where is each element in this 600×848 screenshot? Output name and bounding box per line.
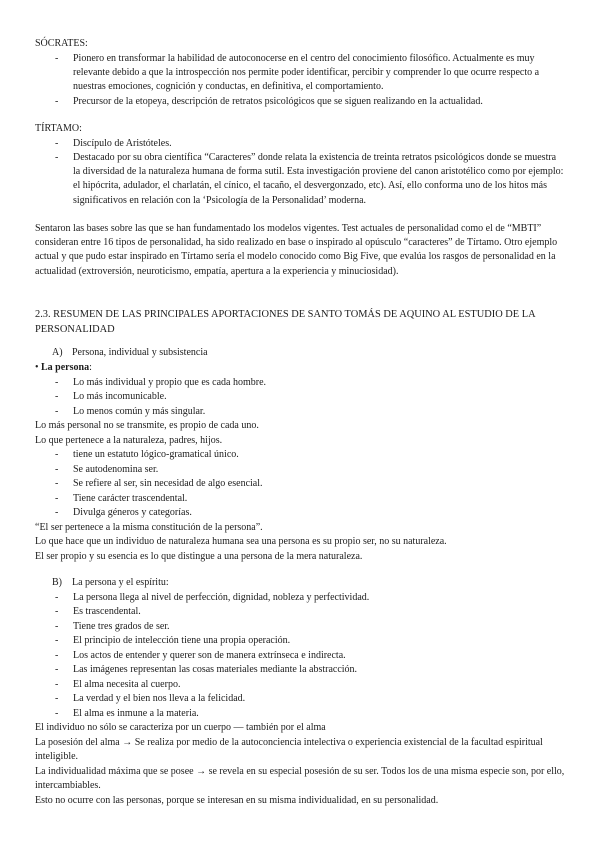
list-item: Divulga géneros y categorías. xyxy=(73,507,192,518)
dash-marker: - xyxy=(55,377,59,388)
dash-marker: - xyxy=(55,693,59,704)
text-line: La posesión del alma → Se realiza por medio de la autoconciencia intelectiva o experiencia existencial de la facultad espiritual inteligible. xyxy=(35,737,543,763)
dash-marker: - xyxy=(55,138,59,149)
naturaleza-item xyxy=(35,506,565,520)
espiritu-item xyxy=(35,620,565,634)
part-a-heading xyxy=(52,346,208,360)
bullet-symbol: • xyxy=(35,362,39,373)
tirtamo-bullet xyxy=(35,151,565,208)
list-item: La verdad y el bien nos lleva a la felicidad. xyxy=(73,693,246,704)
espiritu-item xyxy=(35,605,565,619)
text-line: Lo que hace que un individuo de naturaleza humana sea una persona es su propio ser, no su naturaleza. xyxy=(35,536,447,547)
socrates-heading: SÓCRATES: xyxy=(35,38,88,49)
naturaleza-item xyxy=(35,477,565,491)
persona-item xyxy=(35,405,565,419)
dash-marker: - xyxy=(55,650,59,661)
part-b-heading xyxy=(52,576,169,590)
list-item: El alma necesita al cuerpo. xyxy=(73,679,181,690)
espiritu-item xyxy=(35,678,565,692)
list-item: Las imágenes representan las cosas materiales mediante la abstracción. xyxy=(73,664,358,675)
text-line: Lo que pertenece a la naturaleza, padres, hijos. xyxy=(35,435,223,446)
dash-marker: - xyxy=(55,635,59,646)
list-item: tiene un estatuto lógico-gramatical único. xyxy=(73,449,239,460)
persona-item xyxy=(35,376,565,390)
list-item: Tiene tres grados de ser. xyxy=(73,621,170,632)
list-item: Lo menos común y más singular. xyxy=(73,406,206,417)
dash-marker: - xyxy=(55,493,59,504)
part-b-marker: B) xyxy=(52,577,62,588)
dash-marker: - xyxy=(55,449,59,460)
list-item: Es trascendental. xyxy=(73,606,141,617)
list-item: Se autodenomina ser. xyxy=(73,464,159,475)
list-item: La persona llega al nivel de perfección, dignidad, nobleza y perfectividad. xyxy=(73,592,370,603)
list-item: Lo más incomunicable. xyxy=(73,391,167,402)
bullet-text: Pionero en transformar la habilidad de autoconocerse en el centro del conocimiento filosófico. Actualmente es muy relevante debido a que la introspección nos permite poder identificar, percibir y comprender lo que ocurre respecto a nuestras emociones, cognición y conductas, en definitiva, el comportamiento. xyxy=(73,53,540,93)
espiritu-item xyxy=(35,663,565,677)
dash-marker: - xyxy=(55,708,59,719)
list-item: Tiene carácter trascendental. xyxy=(73,493,188,504)
list-item: Los actos de entender y querer son de manera extrínseca e indirecta. xyxy=(73,650,346,661)
persona-label: La persona xyxy=(41,362,90,373)
list-item: Lo más individual y propio que es cada hombre. xyxy=(73,377,267,388)
dash-marker: - xyxy=(55,592,59,603)
list-item: Se refiere al ser, sin necesidad de algo esencial. xyxy=(73,478,263,489)
dash-marker: - xyxy=(55,664,59,675)
text-line: El individuo no sólo se caracteriza por un cuerpo — también por el alma xyxy=(35,722,326,733)
bullet-text: Destacado por su obra científica “Caracteres” donde relata la existencia de treinta retratos psicológicos donde se muestra la diversidad de la naturaleza humana de forma sutil. Esta investigación proviene del canon aristotélico como por ejemplo: el hipócrita, adulador, el charlatán, el cínico, el tacaño, el desvergonzado, etc). Así, ello conforma uno de los hitos más significativos en relación con la ‘Psicología de la Personalidad’ moderna. xyxy=(73,152,564,206)
section-title: 2.3. RESUMEN DE LAS PRINCIPALES APORTACIONES DE SANTO TOMÁS DE AQUINO AL ESTUDIO DE LA PERSONALIDAD xyxy=(35,309,536,335)
dash-marker: - xyxy=(55,606,59,617)
part-b-title: La persona y el espíritu: xyxy=(72,577,169,588)
bullet-text: Precursor de la etopeya, descripción de retratos psicológicos que se siguen realizando en la actualidad. xyxy=(73,96,483,107)
dash-marker: - xyxy=(55,507,59,518)
espiritu-item xyxy=(35,591,565,605)
naturaleza-item xyxy=(35,448,565,462)
part-a-title: Persona, individual y subsistencia xyxy=(72,347,208,358)
dash-marker: - xyxy=(55,406,59,417)
espiritu-item xyxy=(35,649,565,663)
socrates-bullet xyxy=(35,95,565,109)
socrates-bullet xyxy=(35,52,565,95)
quote-line: “El ser pertenece a la misma constitución de la persona”. xyxy=(35,522,263,533)
persona-label-line xyxy=(35,361,565,375)
espiritu-item xyxy=(35,707,565,721)
dash-marker: - xyxy=(55,96,59,107)
dash-marker: - xyxy=(55,464,59,475)
dash-marker: - xyxy=(55,391,59,402)
dash-marker: - xyxy=(55,478,59,489)
text-line: Lo más personal no se transmite, es propio de cada uno. xyxy=(35,420,259,431)
dash-marker: - xyxy=(55,53,59,64)
espiritu-item xyxy=(35,692,565,706)
persona-item xyxy=(35,390,565,404)
dash-marker: - xyxy=(55,679,59,690)
list-item: El alma es inmune a la materia. xyxy=(73,708,199,719)
naturaleza-item xyxy=(35,492,565,506)
list-item: El principio de intelección tiene una propia operación. xyxy=(73,635,291,646)
bullet-text: Discípulo de Aristóteles. xyxy=(73,138,172,149)
persona-colon: : xyxy=(89,362,92,373)
tirtamo-paragraph: Sentaron las bases sobre las que se han fundamentado los modelos vigentes. Test actuales de personalidad como el de “MBTI” consideran entre 16 tipos de personalidad, ha sido realizado en base o inspirado al opúsculo “caracteres” de Tírtamo. Otro ejemplo actual y que pudo estar inspirado en Tírtamo sería el modelo conocido como Big Five, que evalúa los rasgos de personalidad en la actualidad (extroversión, neuroticismo, empatía, apertura a la experiencia y minuciosidad). xyxy=(35,223,558,277)
text-line: Esto no ocurre con las personas, porque se interesan en su misma individualidad, en su personalidad. xyxy=(35,795,439,806)
dash-marker: - xyxy=(55,152,59,163)
part-a-marker: A) xyxy=(52,347,63,358)
tirtamo-heading: TÍRTAMO: xyxy=(35,123,82,134)
text-line: El ser propio y su esencia es lo que distingue a una persona de la mera naturaleza. xyxy=(35,551,363,562)
text-line: La individualidad máxima que se posee → se revela en su especial posesión de su ser. Todos los de una misma especie son, por ello, intercambiables. xyxy=(35,766,565,792)
naturaleza-item xyxy=(35,463,565,477)
espiritu-item xyxy=(35,634,565,648)
dash-marker: - xyxy=(55,621,59,632)
tirtamo-bullet xyxy=(35,137,565,151)
